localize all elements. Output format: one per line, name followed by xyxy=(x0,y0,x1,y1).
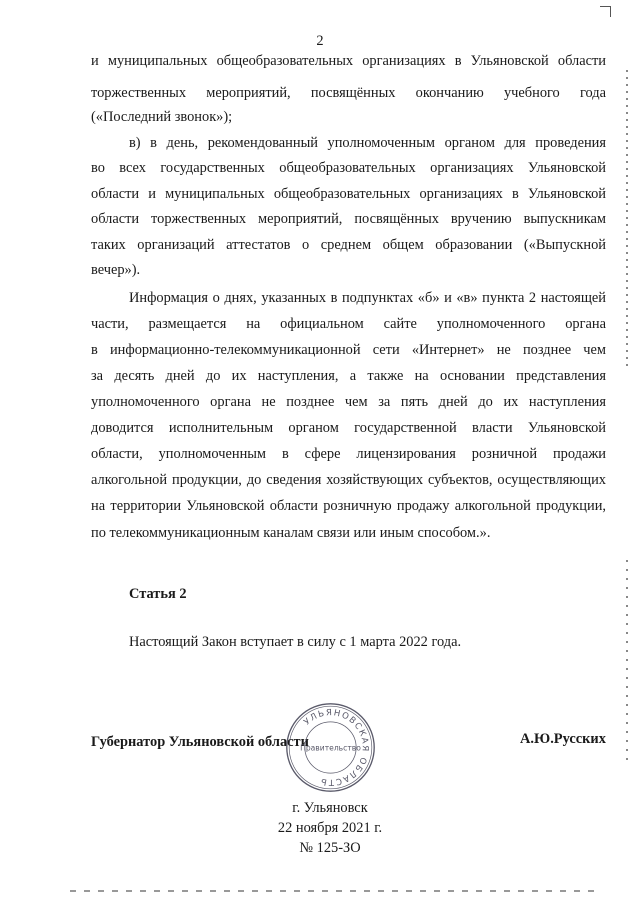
signatory-position: Губернатор Ульяновской области xyxy=(91,734,309,750)
place-of-signing: г. Ульяновск xyxy=(292,800,368,816)
body-text-line: Информация о днях, указанных в подпунктах «б» и «в» пункта 2 настоящей xyxy=(129,290,606,306)
official-seal-icon xyxy=(283,700,378,795)
body-text-line: во всех государственных общеобразовательных организациях Ульяновской xyxy=(91,160,606,176)
body-text-line: области торжественных мероприятий, посвящённых вручению выпускникам xyxy=(91,211,606,227)
svg-text:Правительство: Правительство xyxy=(300,743,361,753)
body-text-line: в) в день, рекомендованный уполномоченным органом для проведения xyxy=(129,135,606,151)
body-text-line: области, уполномоченным в сфере лицензирования розничной продажи xyxy=(91,446,606,462)
body-text-line: в информационно-телекоммуникационной сети «Интернет» не позднее чем xyxy=(91,342,606,358)
body-text-line: области и муниципальных общеобразовательных организациях в Ульяновской xyxy=(91,186,606,202)
law-number: № 125-ЗО xyxy=(299,840,361,856)
body-text-line: уполномоченного органа не позднее чем за пять дней до их наступления xyxy=(91,394,606,410)
signing-date: 22 ноября 2021 г. xyxy=(277,820,383,836)
scan-bottom-artifact xyxy=(70,890,600,892)
svg-text:УЛЬЯНОВСКАЯ ОБЛАСТЬ: УЛЬЯНОВСКАЯ ОБЛАСТЬ xyxy=(302,708,370,787)
law-effective-date-text: Настоящий Закон вступает в силу с 1 марта 2022 года. xyxy=(129,634,462,650)
body-text-line: («Последний звонок»); xyxy=(91,109,233,125)
scan-edge-artifact xyxy=(626,70,628,370)
article-heading: Статья 2 xyxy=(129,586,187,602)
body-text-line: торжественных мероприятий, посвящённых окончанию учебного года xyxy=(91,85,606,101)
body-text-line: на территории Ульяновской области розничную продажу алкогольной продукции, xyxy=(91,498,606,514)
page-number: 2 xyxy=(316,33,324,49)
signatory-name: А.Ю.Русских xyxy=(520,731,606,747)
scan-edge-artifact xyxy=(626,560,628,760)
body-text-line: части, размещается на официальном сайте уполномоченного органа xyxy=(91,316,606,332)
scan-corner-mark xyxy=(600,6,611,17)
body-text-line: и муниципальных общеобразовательных организациях в Ульяновской области xyxy=(91,53,606,69)
body-text-line: доводится исполнительным органом государственной власти Ульяновской xyxy=(91,420,606,436)
body-text-line: вечер»). xyxy=(91,262,141,278)
body-text-line: за десять дней до их наступления, а также на основании представления xyxy=(91,368,606,384)
body-text-line: по телекоммуникационным каналам связи или иным способом.». xyxy=(91,525,491,541)
body-text-line: таких организаций аттестатов о среднем общем образовании («Выпускной xyxy=(91,237,606,253)
body-text-line: алкогольной продукции, до сведения хозяйствующих субъектов, осуществляющих xyxy=(91,472,606,488)
